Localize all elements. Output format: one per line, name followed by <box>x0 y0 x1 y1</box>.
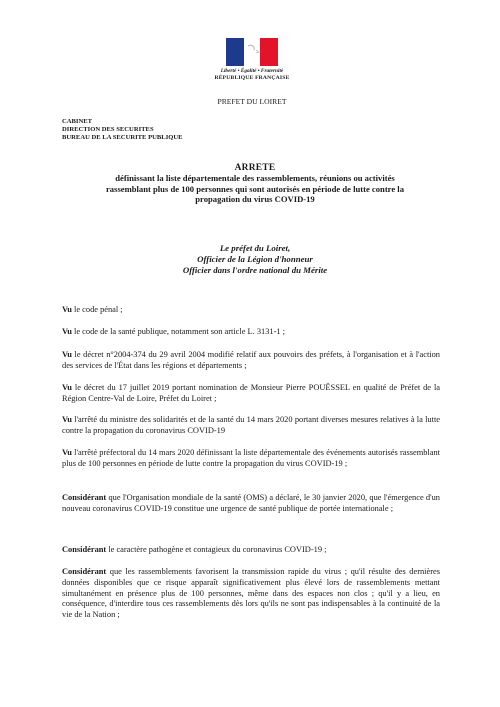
decree-title-line: rassemblant plus de 100 personnes qui sont autorisés en période de lutte contre la <box>105 183 404 194</box>
paragraph-lead: Considérant <box>62 567 107 576</box>
decree-title <box>70 163 440 205</box>
paragraph-considerant-rassemblements <box>62 567 440 621</box>
paragraph-lead: Vu <box>62 305 72 314</box>
prefect-line: Officier dans l'ordre national du Mérite <box>182 265 328 276</box>
paragraph-text: l'arrêté du ministre des solidarités et de la santé du 14 mars 2020 portant diverses mesures relatives à la lutte contre la propagation du coronavirus COVID-19 <box>62 415 440 435</box>
department-header <box>62 118 183 142</box>
paragraph-text: que les rassemblements favorisent la transmission rapide du virus ; qu'il résulte des dernières données disponibles que ce risque apparaît significativement plus élevé lors de rassemblements mettant simultanément en présence plus de 100 personnes, même dans des espaces non clos ; qu'il y a lieu, en conséquence, d'interdire tous ces rassemblements dès lors qu'ils ne sont pas indispensables à la continuité de la vie de la Nation ; <box>62 567 440 620</box>
paragraph-lead: Vu <box>62 383 72 392</box>
paragraph-text: le décret du 17 juillet 2019 portant nomination de Monsieur Pierre POUËSSEL en qualité de Préfet de la Région Centre-Val de Loire, Préfet du Loiret ; <box>62 383 440 403</box>
paragraph-text: le caractère pathogène et contagieux du coronavirus COVID-19 ; <box>106 545 327 554</box>
department-line: CABINET <box>62 118 93 125</box>
paragraph-considerant-pathogene <box>62 545 440 556</box>
paragraph-text: que l'Organisation mondiale de la santé (OMS) a déclaré, le 30 janvier 2020, que l'émergence d'un nouveau coronavirus COVID-19 constitue une urgence de santé publique de portée internationale ; <box>62 493 440 513</box>
paragraph-considerant-oms <box>62 493 440 515</box>
department-line: DIRECTION DES SECURITES <box>62 126 154 133</box>
paragraph-lead: Considérant <box>62 493 107 502</box>
paragraph-lead: Considérant <box>62 545 107 554</box>
marianne-logo-icon <box>226 38 278 66</box>
paragraph-vu-arrete-ministre <box>62 415 440 437</box>
decree-title-line: définissant la liste départementale des rassemblements, réunions ou activités <box>115 173 395 183</box>
prefect-line: Officier de la Légion d'honneur <box>197 254 313 265</box>
paragraph-lead: Vu <box>62 448 72 457</box>
republic-motto: Liberté • Égalité • Fraternité <box>220 68 284 74</box>
decree-title-line: propagation du virus COVID-19 <box>195 194 315 205</box>
prefecture-name: PREFET DU LOIRET <box>217 97 287 106</box>
paragraph-text: l'arrêté préfectoral du 14 mars 2020 définissant la liste départementale des événements autorisés rassemblant plus de 100 personnes en période de lutte contre la propagation du virus COVID-19 ; <box>62 448 440 468</box>
prefect-line: Le préfet du Loiret, <box>219 243 291 253</box>
paragraph-vu-decret-2004 <box>62 350 440 372</box>
paragraph-vu-code-penal <box>62 305 440 316</box>
paragraph-lead: Vu <box>62 327 72 336</box>
paragraph-text: le code de la santé publique, notamment son article L. 3131-1 ; <box>71 327 285 336</box>
republique-francaise: RÉPUBLIQUE FRANÇAISE <box>214 75 290 81</box>
paragraph-lead: Vu <box>62 415 72 424</box>
paragraph-vu-decret-2019 <box>62 383 440 405</box>
paragraph-text: le décret n°2004-374 du 29 avril 2004 modifié relatif aux pouvoirs des préfets, à l'organisation et à l'action des services de l'État dans les régions et départements ; <box>62 350 440 370</box>
decree-title-main: ARRETE <box>234 163 276 173</box>
paragraph-lead: Vu <box>62 350 72 359</box>
paragraph-text: le code pénal ; <box>71 305 123 314</box>
marianne-logo <box>212 38 292 81</box>
prefect-signature-block <box>100 243 410 277</box>
department-line: BUREAU DE LA SECURITE PUBLIQUE <box>62 134 183 141</box>
paragraph-vu-arrete-prefectoral <box>62 448 440 470</box>
paragraph-vu-code-sante <box>62 327 440 338</box>
